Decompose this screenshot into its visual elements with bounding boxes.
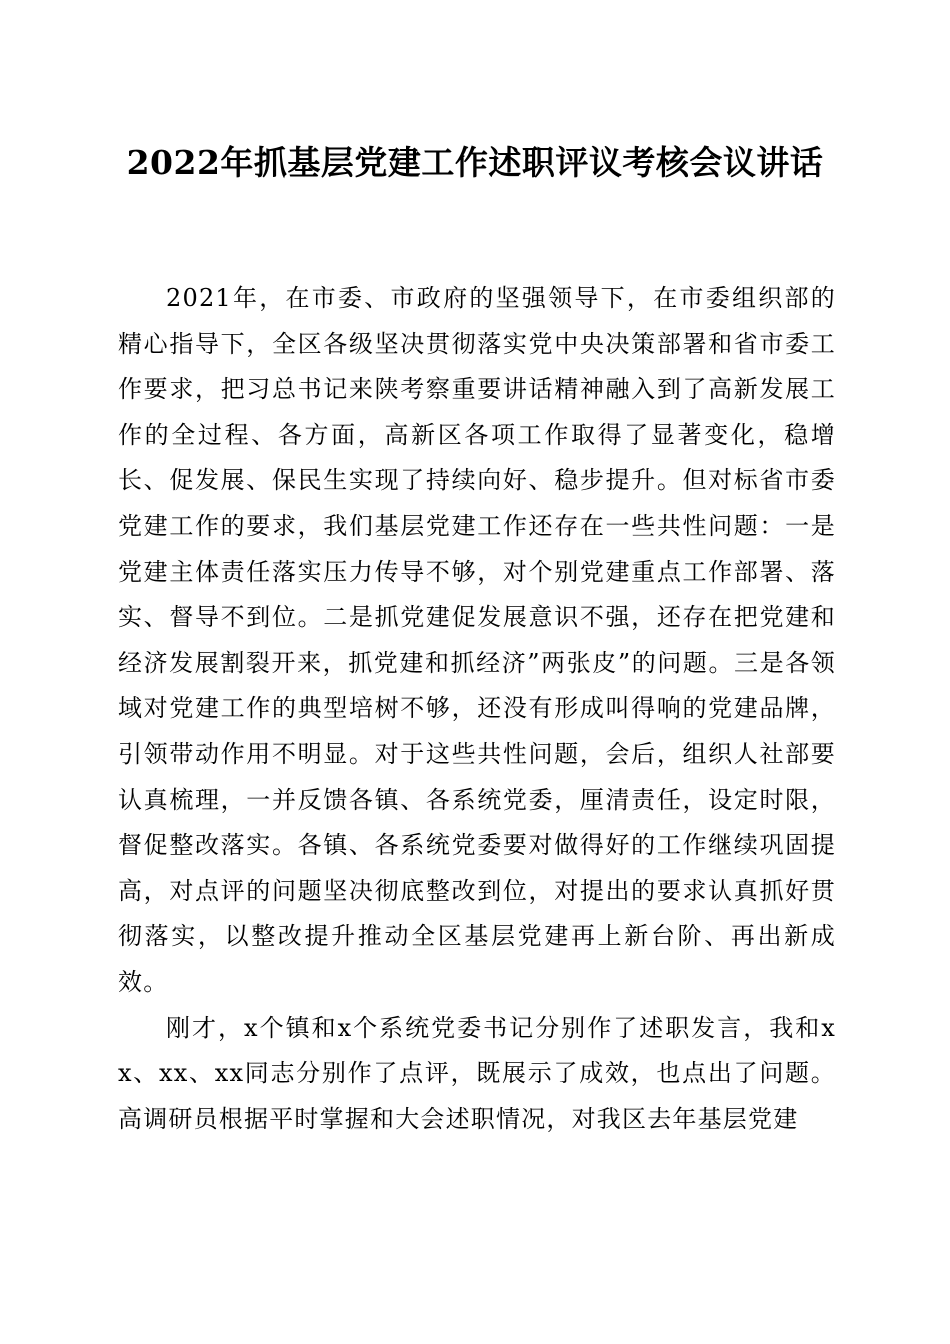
paragraph-2: 刚才，x个镇和x个系统党委书记分别作了述职发言，我和xx、xx、xx同志分别作了点评，既展示了成效，也点出了问题。高调研员根据平时掌握和大会述职情况，对我区去年基层党建 — [118, 1013, 836, 1133]
paragraph-1: 2021年，在市委、市政府的坚强领导下，在市委组织部的精心指导下，全区各级坚决贯彻落实党中央决策部署和省市委工作要求，把习总书记来陕考察重要讲话精神融入到了高新发展工作的全过程、各方面，高新区各项工作取得了显著变化，稳增长、促发展、保民生实现了持续向好、稳步提升。但对标省市委党建工作的要求，我们基层党建工作还存在一些共性问题：一是党建主体责任落实压力传导不够，对个别党建重点工作部署、落实、督导不到位。二是抓党建促发展意识不强，还存在把党建和经济发展割裂开来，抓党建和抓经济”两张皮”的问题。三是各领域对党建工作的典型培树不够，还没有形成叫得响的党建品牌，引领带动作用不明显。对于这些共性问题，会后，组织人社部要认真梳理，一并反馈各镇、各系统党委，厘清责任，设定时限，督促整改落实。各镇、各系统党委要对做得好的工作继续巩固提高，对点评的问题坚决彻底整改到位，对提出的要求认真抓好贯彻落实，以整改提升推动全区基层党建再上新台阶、再出新成效。 — [118, 284, 836, 996]
document-title: 2022年抓基层党建工作述职评议考核会议讲话 — [126, 143, 824, 182]
document-body — [118, 276, 836, 1142]
